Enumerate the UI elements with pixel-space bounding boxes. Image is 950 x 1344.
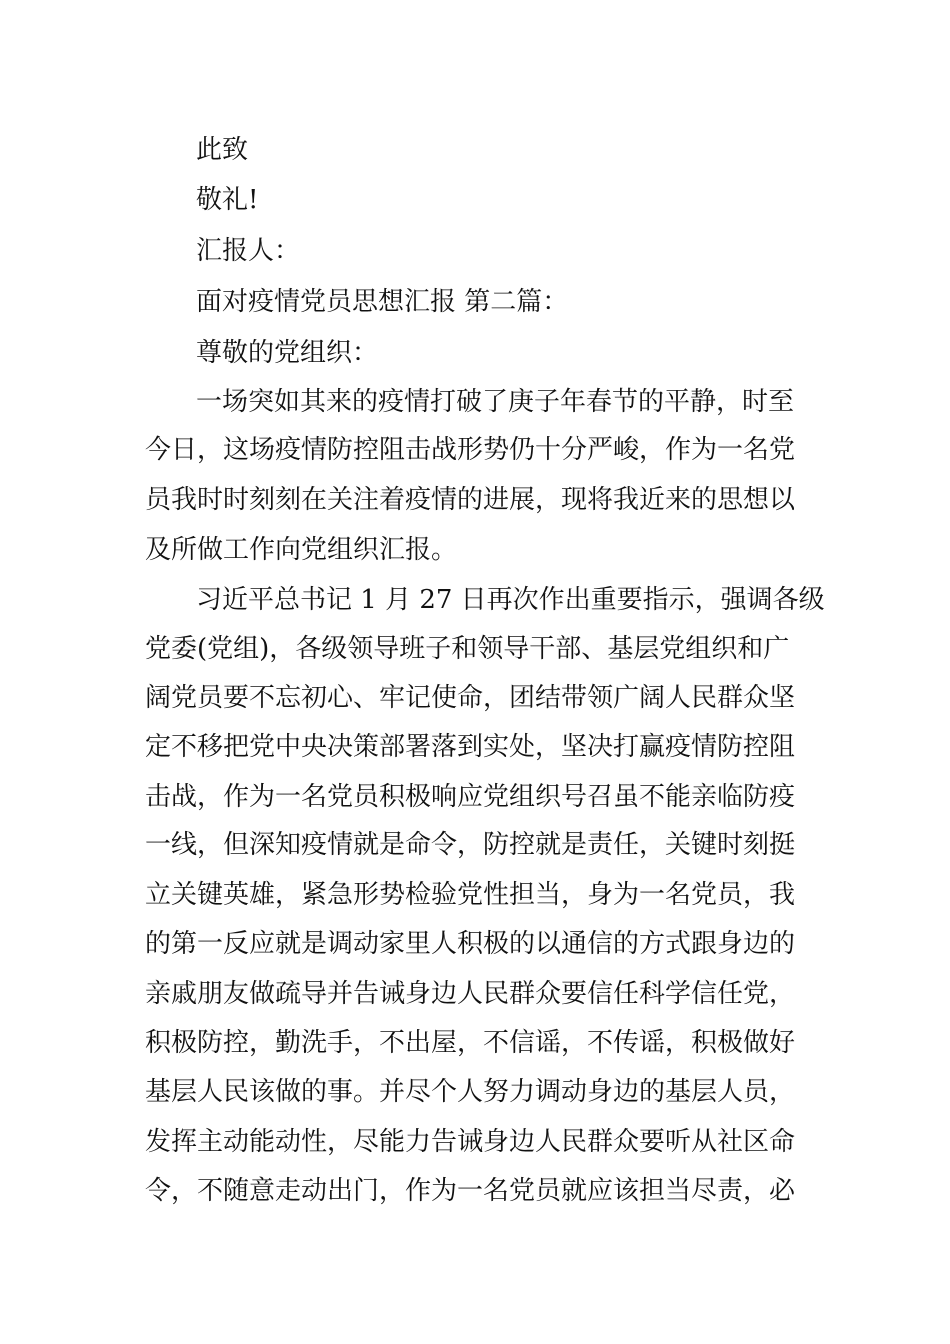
closing-regards: 敬礼!	[196, 185, 259, 215]
closing-salutation: 此致	[196, 135, 249, 165]
paragraph-line: 立关键英雄，紧急形势检验党性担当，身为一名党员，我	[145, 880, 796, 910]
paragraph-line: 基层人民该做的事。并尽个人努力调动身边的基层人员，	[145, 1077, 796, 1107]
paragraph-line: 及所做工作向党组织汇报。	[145, 535, 458, 565]
paragraph-line: 习近平总书记 1 月 27 日再次作出重要指示，强调各级	[196, 585, 825, 615]
paragraph-line: 的第一反应就是调动家里人积极的以通信的方式跟身边的	[145, 929, 796, 959]
paragraph-line: 阔党员要不忘初心、牢记使命，团结带领广阔人民群众坚	[145, 683, 796, 713]
paragraph-line: 亲戚朋友做疏导并告诫身边人民群众要信任科学信任党，	[145, 979, 796, 1009]
paragraph-line: 令，不随意走动出门，作为一名党员就应该担当尽责，必	[145, 1176, 796, 1206]
reporter-label: 汇报人：	[196, 236, 301, 266]
paragraph-line: 员我时时刻刻在关注着疫情的进展，现将我近来的思想以	[145, 485, 796, 515]
paragraph-line: 击战，作为一名党员积极响应党组织号召虽不能亲临防疫	[145, 782, 796, 812]
paragraph-line: 今日，这场疫情防控阻击战形势仍十分严峻，作为一名党	[145, 435, 796, 465]
section-title: 面对疫情党员思想汇报 第二篇：	[196, 287, 569, 317]
paragraph-line: 党委(党组)，各级领导班子和领导干部、基层党组织和广	[145, 634, 790, 664]
paragraph-line: 一场突如其来的疫情打破了庚子年春节的平静，时至	[196, 387, 795, 417]
paragraph-line: 发挥主动能动性，尽能力告诫身边人民群众要听从社区命	[145, 1127, 796, 1157]
greeting: 尊敬的党组织：	[196, 338, 379, 368]
paragraph-line: 一线，但深知疫情就是命令，防控就是责任，关键时刻挺	[145, 830, 796, 860]
paragraph-line: 积极防控，勤洗手，不出屋，不信谣，不传谣，积极做好	[145, 1028, 796, 1058]
paragraph-line: 定不移把党中央决策部署落到实处，坚决打赢疫情防控阻	[145, 732, 796, 762]
